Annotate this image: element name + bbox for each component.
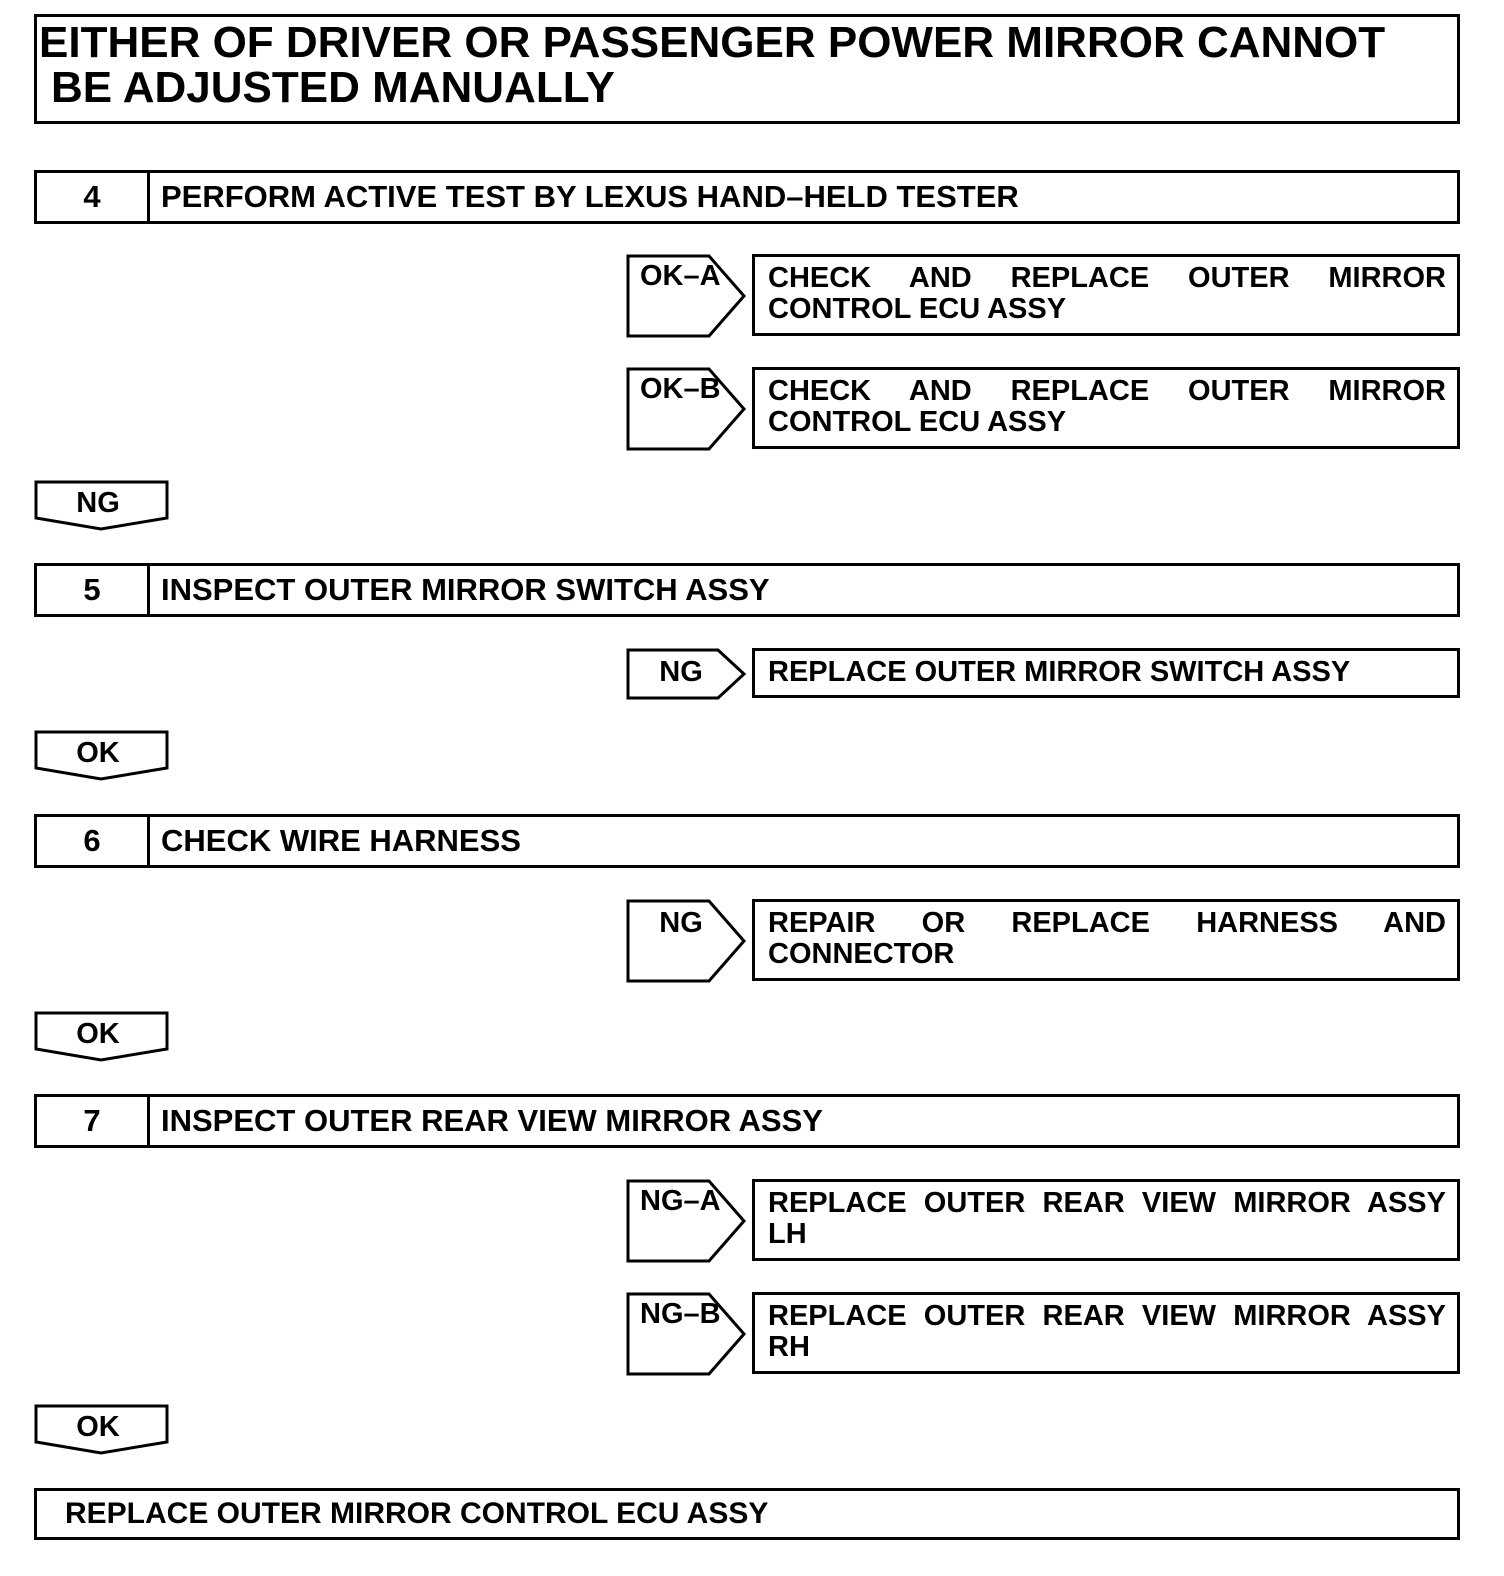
step-7 — [34, 1094, 1460, 1148]
step-text: INSPECT OUTER REAR VIEW MIRROR ASSY — [161, 1103, 823, 1138]
branch-label: NG–B — [640, 1298, 721, 1330]
step-number: 4 — [37, 173, 150, 221]
result-box — [752, 1179, 1460, 1261]
continue-label: OK — [76, 1018, 120, 1050]
result-line: REPLACE OUTER REAR VIEW MIRROR ASSY — [768, 1300, 1446, 1332]
step-text: INSPECT OUTER MIRROR SWITCH ASSY — [161, 572, 770, 607]
branch-label: NG–A — [640, 1185, 721, 1217]
result-line: CHECK AND REPLACE OUTER MIRROR — [768, 262, 1446, 294]
continue-arrow-ng — [34, 480, 170, 532]
final-action — [34, 1488, 1460, 1540]
branch-label: OK–B — [640, 373, 721, 405]
branch-arrow-ng — [626, 899, 750, 983]
result-box — [752, 648, 1460, 698]
result-line: LH — [768, 1218, 807, 1250]
branch-label: OK–A — [640, 260, 721, 292]
result-box — [752, 899, 1460, 981]
diagram-title — [34, 14, 1460, 124]
title-line-1: EITHER OF DRIVER OR PASSENGER POWER MIRROR CANNOT — [39, 18, 1386, 67]
step-text: CHECK WIRE HARNESS — [161, 823, 521, 858]
step-number: 7 — [37, 1097, 150, 1145]
continue-label: OK — [76, 737, 120, 769]
final-action-text: REPLACE OUTER MIRROR CONTROL ECU ASSY — [65, 1497, 769, 1530]
result-box — [752, 1292, 1460, 1374]
title-line-2: BE ADJUSTED MANUALLY — [51, 63, 615, 112]
result-line: CONTROL ECU ASSY — [768, 293, 1067, 325]
branch-arrow-ok-a — [626, 254, 750, 338]
step-5 — [34, 563, 1460, 617]
result-line: CHECK AND REPLACE OUTER MIRROR — [768, 375, 1446, 407]
step-number: 6 — [37, 817, 150, 865]
result-line: REPLACE OUTER MIRROR SWITCH ASSY — [768, 656, 1351, 688]
continue-label: OK — [76, 1411, 120, 1443]
result-box — [752, 254, 1460, 336]
result-line: REPAIR OR REPLACE HARNESS AND — [768, 907, 1446, 939]
step-6 — [34, 814, 1460, 868]
continue-arrow-ok — [34, 1404, 170, 1456]
branch-arrow-ng — [626, 648, 750, 700]
step-number: 5 — [37, 566, 150, 614]
branch-arrow-ok-b — [626, 367, 750, 451]
continue-label: NG — [76, 487, 120, 519]
result-box — [752, 367, 1460, 449]
step-4 — [34, 170, 1460, 224]
step-text: PERFORM ACTIVE TEST BY LEXUS HAND–HELD TESTER — [161, 179, 1019, 214]
branch-arrow-ng-b — [626, 1292, 750, 1376]
continue-arrow-ok — [34, 1011, 170, 1063]
result-line: REPLACE OUTER REAR VIEW MIRROR ASSY — [768, 1187, 1446, 1219]
result-line: RH — [768, 1331, 810, 1363]
branch-label: NG — [659, 907, 703, 939]
result-line: CONNECTOR — [768, 938, 955, 970]
result-line: CONTROL ECU ASSY — [768, 406, 1067, 438]
continue-arrow-ok — [34, 730, 170, 782]
branch-arrow-ng-a — [626, 1179, 750, 1263]
branch-label: NG — [659, 656, 703, 688]
